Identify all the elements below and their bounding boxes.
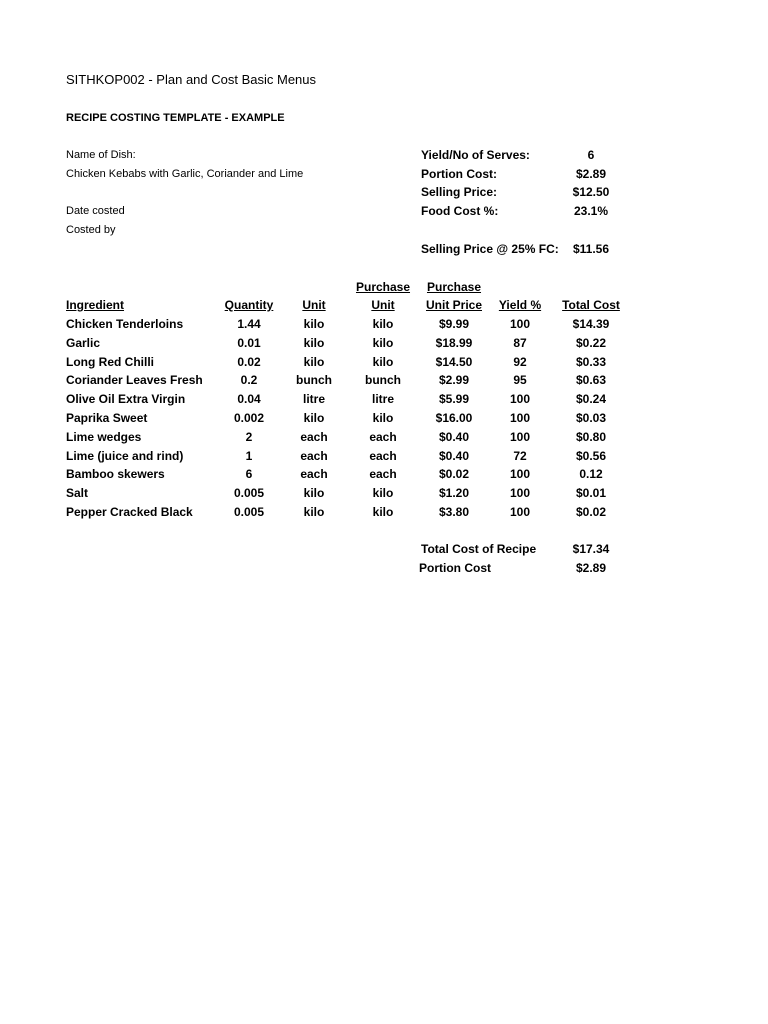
cell-ingredient: Paprika Sweet [66, 411, 148, 425]
cell-yield: 87 [513, 335, 527, 350]
cell-quantity: 1 [245, 448, 253, 463]
cell-purchase-unit: kilo [372, 505, 394, 519]
cell-total-cost: 0.12 [579, 467, 603, 482]
food-cost-value: 23.1% [573, 204, 609, 218]
cell-unit: kilo [303, 354, 325, 369]
table-row [0, 411, 768, 430]
cell-unit: each [300, 448, 328, 463]
cell-purchase-price: $0.40 [438, 448, 470, 463]
yield-label: Yield/No of Serves: [421, 148, 530, 162]
selling-price-label: Selling Price: [421, 185, 498, 199]
header-ingredient: Ingredient [66, 298, 125, 312]
cell-unit: bunch [296, 373, 332, 388]
cell-total-cost: $14.39 [572, 317, 610, 331]
total-recipe-label: Total Cost of Recipe [421, 542, 537, 556]
cell-purchase-price: $18.99 [435, 335, 473, 350]
cell-ingredient: Lime (juice and rind) [66, 448, 184, 463]
cell-yield: 100 [509, 392, 531, 407]
cell-ingredient: Chicken Tenderloins [66, 317, 184, 331]
cell-yield: 100 [509, 429, 531, 444]
header-purchase-unit-top: Purchase [355, 280, 411, 294]
cell-quantity: 2 [245, 429, 253, 444]
cell-unit: kilo [303, 411, 325, 425]
cell-quantity: 0.005 [233, 505, 265, 519]
cell-yield: 100 [509, 467, 531, 482]
cell-total-cost: $0.24 [575, 392, 607, 407]
cell-quantity: 1.44 [237, 317, 261, 331]
dish-name-value: Chicken Kebabs with Garlic, Coriander and Lime [66, 168, 304, 180]
cell-unit: kilo [303, 317, 325, 331]
selling-price-25-value: $11.56 [572, 242, 610, 256]
total-portion-value: $2.89 [575, 561, 607, 575]
cell-ingredient: Lime wedges [66, 429, 142, 444]
cell-yield: 100 [509, 486, 531, 501]
table-row [0, 449, 768, 468]
cell-unit: each [300, 467, 328, 482]
date-costed-label: Date costed [66, 205, 125, 217]
cell-total-cost: $0.01 [575, 486, 607, 501]
table-row [0, 336, 768, 355]
cell-total-cost: $0.33 [575, 354, 607, 369]
cell-yield: 100 [509, 505, 531, 519]
cell-purchase-price: $14.50 [435, 354, 473, 369]
cell-purchase-price: $9.99 [438, 317, 470, 331]
cell-ingredient: Bamboo skewers [66, 467, 165, 482]
cell-purchase-unit: each [369, 448, 397, 463]
header-yield: Yield % [498, 298, 542, 312]
cell-total-cost: $0.63 [575, 373, 607, 388]
cell-purchase-unit: kilo [372, 411, 394, 425]
cell-ingredient: Salt [66, 486, 89, 501]
cell-purchase-price: $1.20 [438, 486, 470, 501]
cell-quantity: 0.02 [237, 354, 261, 369]
dish-name-label: Name of Dish: [66, 149, 136, 161]
food-cost-label: Food Cost %: [421, 204, 499, 218]
portion-cost-value: $2.89 [575, 167, 607, 181]
header-total-cost: Total Cost [562, 298, 620, 312]
yield-value: 6 [587, 148, 595, 162]
cell-ingredient: Olive Oil Extra Virgin [66, 392, 186, 407]
table-row [0, 392, 768, 411]
cell-purchase-price: $3.80 [438, 505, 470, 519]
cell-purchase-price: $0.02 [438, 467, 470, 482]
cell-quantity: 0.04 [237, 392, 261, 407]
cell-purchase-price: $16.00 [435, 411, 473, 425]
header-quantity: Quantity [224, 298, 274, 312]
cell-purchase-unit: kilo [372, 354, 394, 369]
cell-purchase-unit: kilo [372, 317, 394, 331]
cell-quantity: 0.2 [240, 373, 258, 388]
cell-purchase-unit: bunch [365, 373, 401, 388]
cell-total-cost: $0.03 [575, 411, 607, 425]
costed-by-label: Costed by [66, 224, 116, 236]
page-title: SITHKOP002 - Plan and Cost Basic Menus [66, 72, 317, 87]
header-purchase-price-top: Purchase [426, 280, 482, 294]
cell-purchase-unit: litre [371, 392, 394, 407]
cell-purchase-price: $0.40 [438, 429, 470, 444]
template-subtitle: RECIPE COSTING TEMPLATE - EXAMPLE [66, 112, 285, 124]
cell-purchase-unit: kilo [372, 335, 394, 350]
cell-ingredient: Garlic [66, 335, 101, 350]
cell-ingredient: Long Red Chilli [66, 354, 154, 369]
cell-yield: 92 [513, 354, 527, 369]
table-row [0, 505, 768, 524]
cell-purchase-price: $2.99 [438, 373, 470, 388]
cell-ingredient: Pepper Cracked Black [66, 505, 193, 519]
cell-total-cost: $0.02 [575, 505, 607, 519]
cell-unit: each [300, 429, 328, 444]
cell-quantity: 0.01 [237, 335, 261, 350]
table-row [0, 467, 768, 486]
selling-price-value: $12.50 [572, 185, 610, 199]
cell-purchase-unit: kilo [372, 486, 394, 501]
total-recipe-value: $17.34 [572, 542, 610, 556]
table-row [0, 430, 768, 449]
portion-cost-label: Portion Cost: [421, 167, 497, 181]
cell-quantity: 6 [245, 467, 253, 482]
table-row [0, 317, 768, 336]
header-unit: Unit [302, 298, 326, 312]
cell-unit: kilo [303, 505, 325, 519]
cell-yield: 100 [509, 411, 531, 425]
table-row [0, 355, 768, 374]
cell-total-cost: $0.56 [575, 448, 607, 463]
table-row [0, 486, 768, 505]
cell-yield: 100 [509, 317, 531, 331]
cell-unit: kilo [303, 335, 325, 350]
cell-total-cost: $0.22 [575, 335, 607, 350]
total-portion-label: Portion Cost [419, 561, 491, 575]
cell-purchase-price: $5.99 [438, 392, 470, 407]
cell-ingredient: Coriander Leaves Fresh [66, 373, 203, 388]
cell-purchase-unit: each [369, 429, 397, 444]
cell-total-cost: $0.80 [575, 429, 607, 444]
table-row [0, 373, 768, 392]
cell-yield: 95 [513, 373, 527, 388]
cell-quantity: 0.005 [233, 486, 265, 501]
selling-price-25-label: Selling Price @ 25% FC: [421, 242, 559, 256]
header-purchase-price-bottom: Unit Price [425, 298, 482, 312]
cell-unit: kilo [303, 486, 325, 501]
cell-purchase-unit: each [369, 467, 397, 482]
cell-unit: litre [302, 392, 325, 407]
cell-yield: 72 [513, 448, 527, 463]
cell-quantity: 0.002 [233, 411, 265, 425]
header-purchase-unit-bottom: Unit [371, 298, 395, 312]
